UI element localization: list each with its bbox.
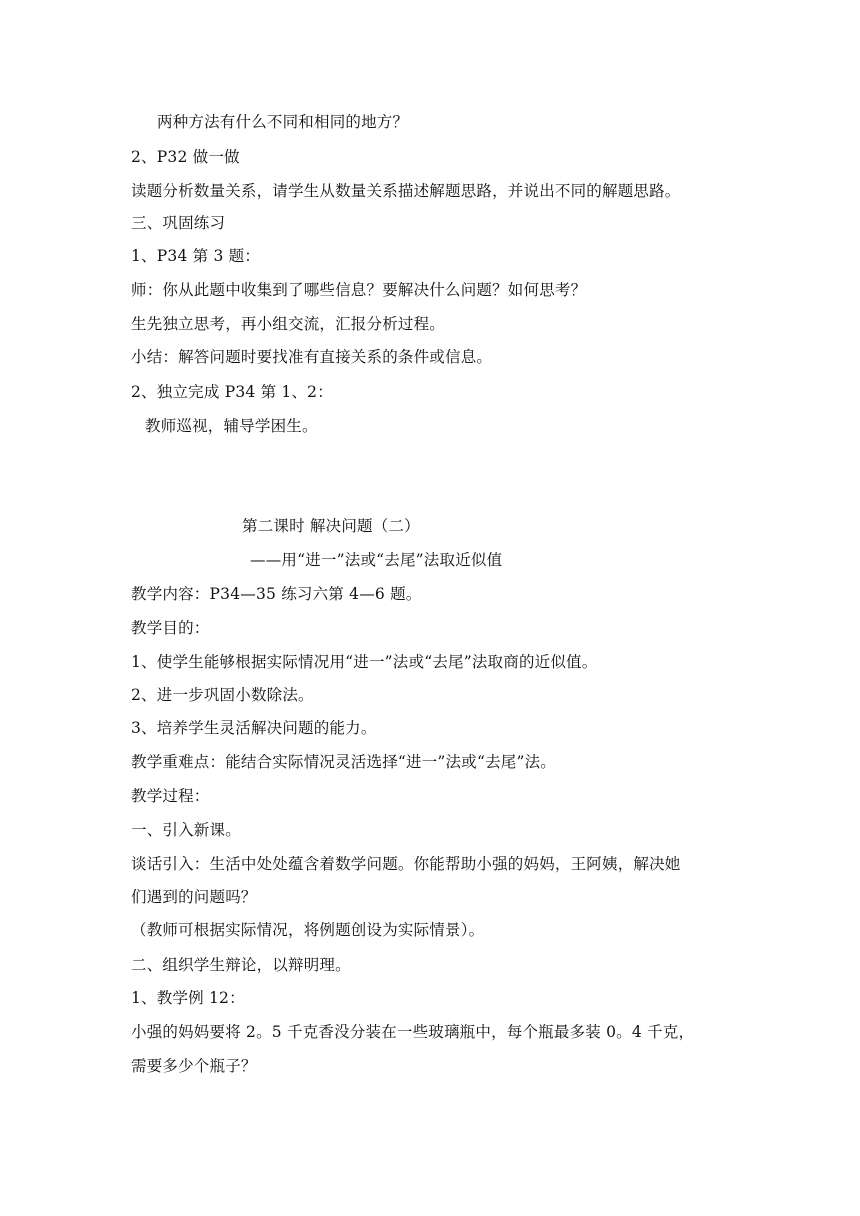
objectives-heading: 教学目的： <box>131 619 210 637</box>
step-2-debate: 二、组织学生辩论，以辩明理。 <box>131 956 351 974</box>
lesson-title: 第二课时 解决问题（二） <box>242 517 420 535</box>
key-points: 教学重难点：能结合实际情况灵活选择“进一”法或“去尾”法。 <box>131 753 556 771</box>
teacher-question: 师：你从此题中收集到了哪些信息？要解决什么问题？如何思考？ <box>131 281 587 299</box>
step-1-intro: 一、引入新课。 <box>131 821 241 839</box>
teacher-patrol: 教师巡视，辅导学困生。 <box>145 417 318 435</box>
lesson-subtitle: ——用“进一”法或“去尾”法取近似值 <box>250 551 503 569</box>
teacher-note: （教师可根据实际情况，将例题创设为实际情景）。 <box>131 921 485 939</box>
objective-3: 3、培养学生灵活解决问题的能力。 <box>131 719 377 737</box>
item-p34-q3: 1、P34 第 3 题： <box>131 247 261 265</box>
student-activity: 生先独立思考，再小组交流，汇报分析过程。 <box>131 315 446 333</box>
item-p34-independent: 2、独立完成 P34 第 1、2： <box>131 383 333 401</box>
objective-2: 2、进一步巩固小数除法。 <box>131 686 314 704</box>
comparison-question: 两种方法有什么不同和相同的地方？ <box>157 113 409 131</box>
heading-practice: 三、巩固练习 <box>131 214 226 232</box>
summary: 小结：解答问题时要找准有直接关系的条件或信息。 <box>131 348 493 366</box>
example-problem-line-1: 小强的妈妈要将 2。5 千克香没分装在一些玻璃瓶中，每个瓶最多装 0。4 千克， <box>131 1023 695 1041</box>
objective-1: 1、使学生能够根据实际情况用“进一”法或“去尾”法取商的近似值。 <box>131 653 598 671</box>
item-p32-description: 读题分析数量关系，请学生从数量关系描述解题思路，并说出不同的解题思路。 <box>131 182 681 200</box>
intro-paragraph-line-1: 谈话引入：生活中处处蕴含着数学问题。你能帮助小强的妈妈，王阿姨，解决她 <box>131 855 681 873</box>
intro-paragraph-line-2: 们遇到的问题吗？ <box>131 888 257 906</box>
example-heading: 1、教学例 12： <box>131 989 245 1007</box>
item-p32: 2、P32 做一做 <box>131 148 240 166</box>
teaching-content: 教学内容：P34—35 练习六第 4—6 题。 <box>131 585 422 603</box>
example-problem-line-2: 需要多少个瓶子？ <box>131 1057 257 1075</box>
process-heading: 教学过程： <box>131 787 210 805</box>
